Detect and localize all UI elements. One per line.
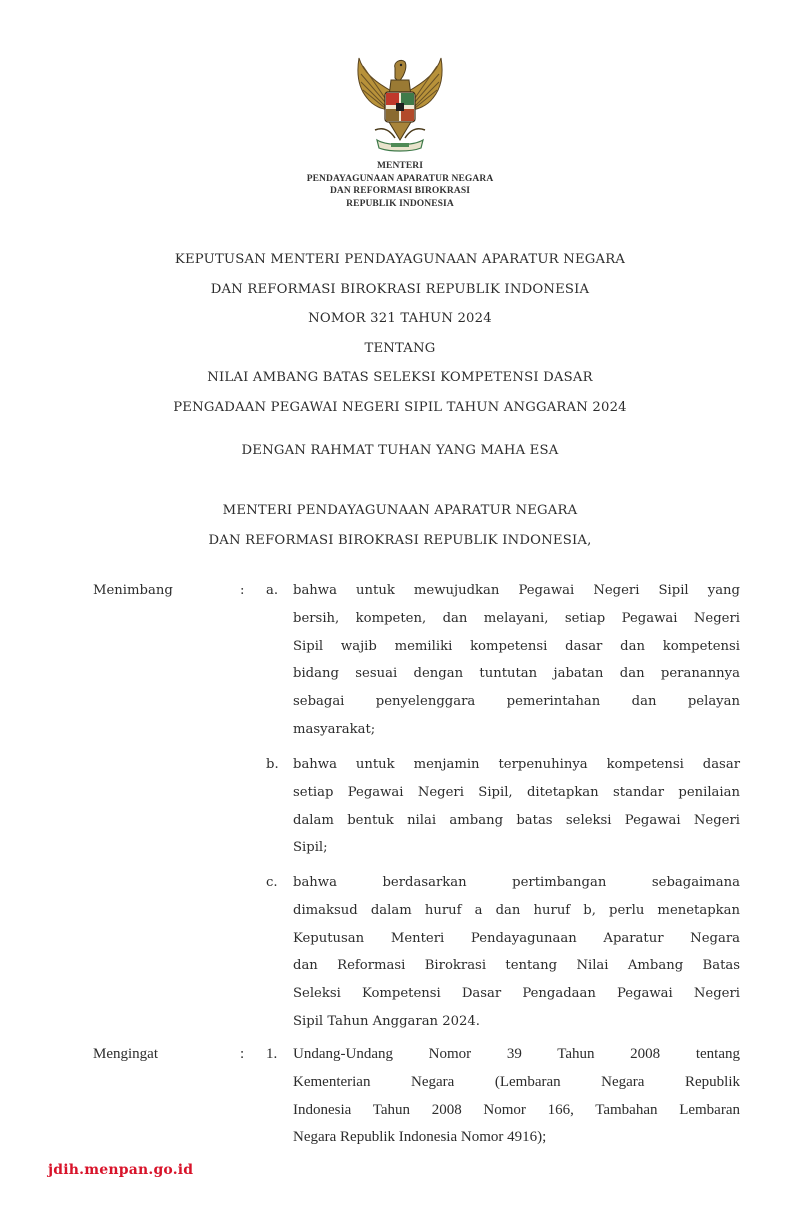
letterhead-line: PENDAYAGUNAAN APARATUR NEGARA	[306, 173, 494, 184]
letterhead-line: MENTERI	[376, 161, 424, 171]
section-colon: :	[240, 1046, 245, 1062]
text-line: dalam bentuk nilai ambang batas seleksi Pegawai Negeri	[293, 812, 740, 828]
text-line: bahwa berdasarkan pertimbangan sebagaimana	[293, 875, 740, 890]
title-line: KEPUTUSAN MENTERI PENDAYAGUNAAN APARATUR NEGARA	[174, 252, 626, 267]
garuda-pancasila-emblem-icon	[345, 52, 455, 157]
title-line: DAN REFORMASI BIROKRASI REPUBLIK INDONESIA	[210, 281, 590, 297]
item-text	[293, 869, 740, 1036]
text-line: Undang-Undang Nomor 39 Tahun 2008 tentang	[293, 1046, 740, 1062]
item-text	[293, 577, 740, 744]
decree-number: NOMOR 321 TAHUN 2024	[308, 311, 492, 326]
text-line: Negara Republik Indonesia Nomor 4916);	[293, 1129, 547, 1146]
item-text	[293, 1041, 740, 1152]
text-line: Sipil Tahun Anggaran 2024.	[293, 1013, 480, 1029]
minister-line: MENTERI PENDAYAGUNAAN APARATUR NEGARA	[222, 503, 578, 518]
text-line: Indonesia Tahun 2008 Nomor 166, Tambahan Lembaran	[293, 1101, 740, 1118]
item-text	[293, 751, 740, 862]
text-line: bahwa untuk mewujudkan Pegawai Negeri Sipil yang	[293, 583, 740, 598]
text-line: bidang sesuai dengan tuntutan jabatan dan peranannya	[293, 666, 740, 682]
minister-line: DAN REFORMASI BIROKRASI REPUBLIK INDONESIA,	[208, 532, 592, 548]
letterhead-line: REPUBLIK INDONESIA	[346, 198, 454, 209]
title-tentang: TENTANG	[364, 340, 436, 356]
item-marker: b.	[266, 757, 279, 772]
letterhead-line: DAN REFORMASI BIROKRASI	[329, 186, 471, 196]
decree-title	[0, 245, 800, 422]
text-line: Sipil wajib memiliki kompetensi dasar dan kompetensi	[293, 638, 740, 654]
text-line: dimaksud dalam huruf a dan huruf b, perlu menetapkan	[293, 902, 740, 918]
item-marker: c.	[266, 875, 278, 890]
ministry-letterhead	[0, 160, 800, 210]
text-line: Sipil;	[293, 840, 328, 856]
subject-line: PENGADAAN PEGAWAI NEGERI SIPIL TAHUN ANGGARAN 2024	[173, 399, 627, 415]
minister-heading	[0, 496, 800, 555]
text-line: sebagai penyelenggara pemerintahan dan pelayan	[293, 694, 740, 710]
text-line: dan Reformasi Birokrasi tentang Nilai Ambang Batas	[293, 958, 740, 974]
section-label: Menimbang	[93, 583, 173, 598]
text-line: bersih, kompeten, dan melayani, setiap Pegawai Negeri	[293, 610, 740, 626]
text-line: bahwa untuk menjamin terpenuhinya kompetensi dasar	[293, 757, 740, 772]
text-line: Seleksi Kompetensi Dasar Pengadaan Pegawai Negeri	[293, 986, 740, 1002]
text-line: Keputusan Menteri Pendayagunaan Aparatur Negara	[293, 930, 740, 946]
subject-line: NILAI AMBANG BATAS SELEKSI KOMPETENSI DASAR	[207, 370, 593, 385]
source-watermark: jdih.menpan.go.id	[48, 1162, 194, 1178]
text-line: Kementerian Negara (Lembaran Negara Republik	[293, 1073, 740, 1090]
blessing-line: DENGAN RAHMAT TUHAN YANG MAHA ESA	[241, 443, 559, 458]
text-line: setiap Pegawai Negeri Sipil, ditetapkan standar penilaian	[293, 784, 740, 800]
item-marker: a.	[266, 583, 279, 598]
section-colon: :	[240, 583, 245, 598]
section-label: Mengingat	[93, 1046, 158, 1062]
text-line: masyarakat;	[293, 721, 376, 737]
item-marker: 1.	[266, 1046, 278, 1062]
